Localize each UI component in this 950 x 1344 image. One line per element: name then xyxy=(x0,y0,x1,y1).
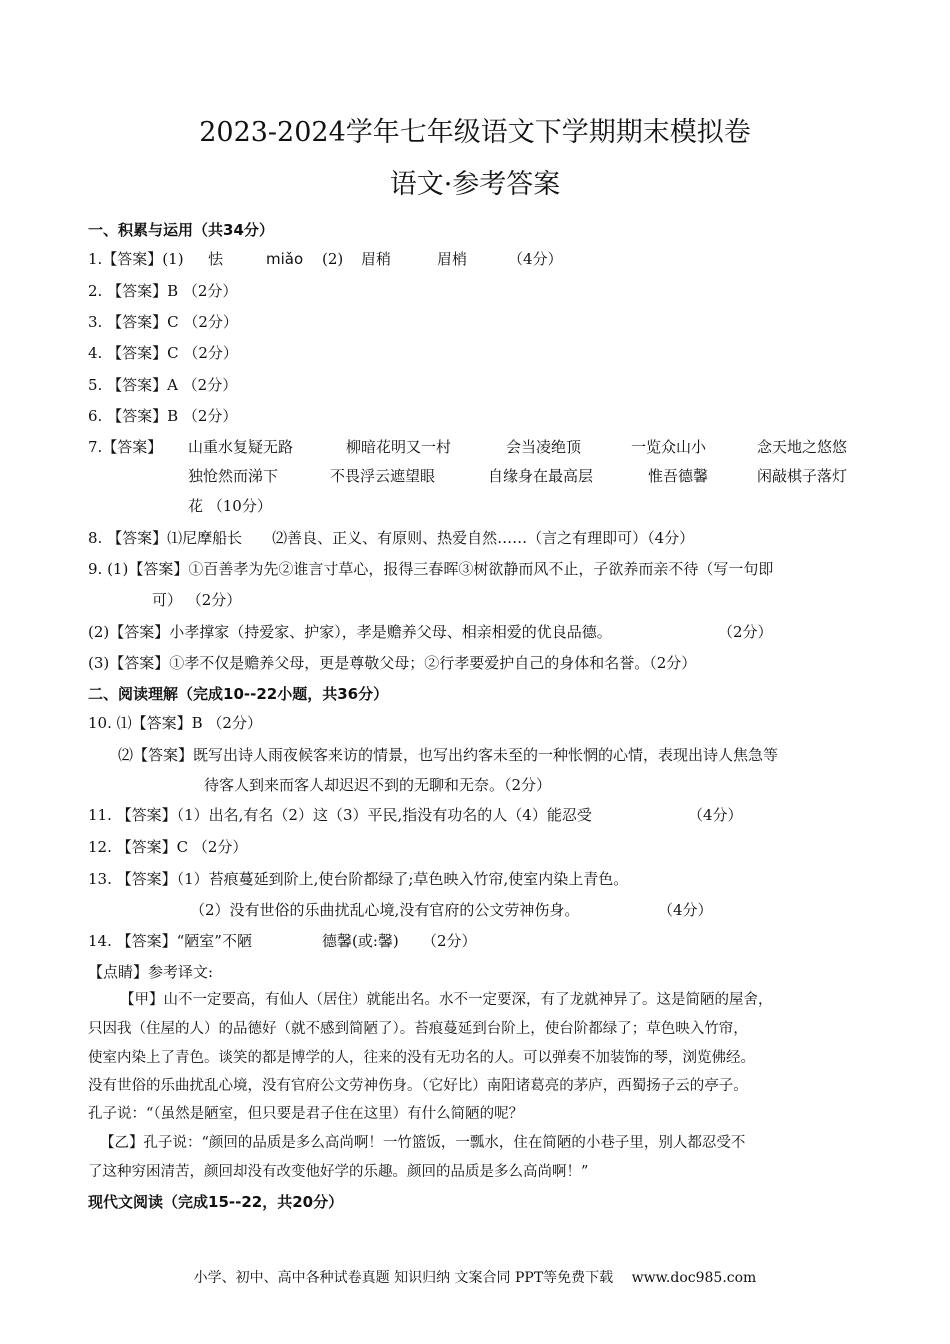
answer-q7-prefix: 7.【答案】 xyxy=(88,438,163,456)
answer-q9-3: (3)【答案】①孝不仅是赡养父母，更是尊敬父母；②行孝要爱护自己的身体和名誉。（2分） xyxy=(88,654,697,672)
q14-score: （2分） xyxy=(422,932,477,950)
answer-q2: 2. 【答案】B （2分） xyxy=(88,282,238,300)
q1-answer-a: 怯 xyxy=(208,250,224,268)
answer-q9-1-cont: 可） （2分） xyxy=(152,591,242,609)
answer-q7-line3: 花 （10分） xyxy=(188,497,272,515)
translation-jia-line: 【甲】山不一定要高，有仙人（居住）就能出名。水不一定要深，有了龙就神异了。这是简陋的屋舍， xyxy=(120,992,773,1008)
poem-line: 惟吾德馨 xyxy=(648,467,709,485)
answer-q10-2: ⑵【答案】既写出诗人雨夜候客来访的情景，也写出约客未至的一种怅惘的心情，表现出诗人焦急等 xyxy=(118,746,779,764)
translation-jia-line: 使室内染上了青色。谈笑的都是博学的人，往来的没有无功名的人。可以弹奏不加装饰的琴，浏览佛经。 xyxy=(88,1050,755,1066)
answer-q3: 3. 【答案】C （2分） xyxy=(88,313,238,331)
answer-q11 xyxy=(88,805,743,825)
poem-line: 自缘身在最高层 xyxy=(488,467,594,485)
poem-line: 山重水复疑无路 xyxy=(188,438,294,456)
answer-q14 xyxy=(88,931,477,951)
poem-line: 念天地之悠悠 xyxy=(757,438,848,456)
answer-q13: 13. 【答案】（1）苔痕蔓延到阶上,使台阶都绿了;草色映入竹帘,使室内染上青色。 xyxy=(88,870,629,888)
q13-score: （4分） xyxy=(658,901,713,919)
section-heading: 现代文阅读（完成15--22，共20分） xyxy=(88,1193,344,1211)
answer-q13-cont xyxy=(190,900,713,920)
q1-score: （4分） xyxy=(508,250,563,268)
q13-text: （2）没有世俗的乐曲扰乱心境,没有官府的公文劳神伤身。 xyxy=(190,901,580,919)
translation-jia-line: 没有世俗的乐曲扰乱心境，没有官府公文劳神伤身。（它好比）南阳诸葛亮的茅庐，西蜀扬子云的亭子。 xyxy=(88,1078,748,1094)
translation-jia-line: 只因我（住屋的人）的品德好（就不感到简陋了）。苔痕蔓延到台阶上，使台阶都绿了；草色映入竹帘， xyxy=(88,1021,748,1037)
document-subtitle: 语文·参考答案 xyxy=(389,169,561,200)
poem-line: 不畏浮云遮望眼 xyxy=(330,467,436,485)
footer-text: 小学、初中、高中各种试卷真题 知识归纳 文案合同 PPT等免费下载 www.doc985.com xyxy=(193,1270,757,1286)
dianjing-label: 【点睛】参考译文: xyxy=(88,963,214,981)
document-title: 2023-2024学年七年级语文下学期期末模拟卷 xyxy=(199,117,751,148)
q14-text-a: 14. 【答案】“陋室”不陋 xyxy=(88,932,252,950)
answer-q6: 6. 【答案】B （2分） xyxy=(88,407,238,425)
translation-yi-line: 【乙】孔子说：“颜回的品质是多么高尚啊！一竹篮饭，一瓢水，住在简陋的小巷子里，别人都忍受不 xyxy=(100,1135,746,1151)
poem-line: 会当凌绝顶 xyxy=(506,438,582,456)
translation-yi-line: 了这种穷困清苦，颜回却没有改变他好学的乐趣。颜回的品质是多么高尚啊！” xyxy=(88,1164,589,1180)
poem-line: 一览众山小 xyxy=(631,438,707,456)
answer-q10-2-cont: 待客人到来而客人却迟迟不到的无聊和无奈。（2分） xyxy=(204,776,552,794)
section-heading: 二、阅读理解（完成10--22小题，共36分） xyxy=(88,685,389,703)
q11-score: （4分） xyxy=(688,806,743,824)
q1-prefix: 1.【答案】(1) xyxy=(88,250,184,268)
q1-answer-d: 眉稍 xyxy=(361,250,392,268)
poem-line: 独怆然而涕下 xyxy=(188,467,279,485)
answer-q10-1: 10. ⑴【答案】B （2分） xyxy=(88,714,262,732)
q1-answer-e: 眉梢 xyxy=(437,250,468,268)
poem-line: 闲敲棋子落灯 xyxy=(757,467,848,485)
poem-line: 柳暗花明又一村 xyxy=(346,438,452,456)
q9-2-score: （2分） xyxy=(718,623,773,641)
section-heading: 一、积累与运用（共34分） xyxy=(88,221,274,239)
answer-q5: 5. 【答案】A （2分） xyxy=(88,376,238,394)
q11-text: 11. 【答案】（1）出名,有名（2）这（3）平民,指没有功名的人（4）能忍受 xyxy=(88,806,592,824)
answer-q8: 8. 【答案】⑴尼摩船长 ⑵善良、正义、有原则、热爱自然……（言之有理即可）（4分） xyxy=(88,529,695,547)
q14-text-b: 德馨(或:馨) xyxy=(322,932,399,950)
answer-q1 xyxy=(88,249,563,269)
answer-q9-1: 9. (1)【答案】①百善孝为先②谁言寸草心，报得三春晖③树欲静而风不止，子欲养而亲不待（写一句即 xyxy=(88,560,774,578)
answer-q9-2 xyxy=(88,622,773,642)
q9-2-text: (2)【答案】小孝撑家（持爱家、护家），孝是赡养父母、相亲相爱的优良品德。 xyxy=(88,623,612,641)
translation-jia-line: 孔子说：“（虽然是陋室，但只要是君子住在这里）有什么简陋的呢？ xyxy=(88,1106,524,1122)
answer-q12: 12. 【答案】C （2分） xyxy=(88,838,248,856)
q1-answer-b: miǎo xyxy=(266,250,304,268)
q1-answer-c: (2) xyxy=(322,250,344,268)
answer-q4: 4. 【答案】C （2分） xyxy=(88,344,238,362)
